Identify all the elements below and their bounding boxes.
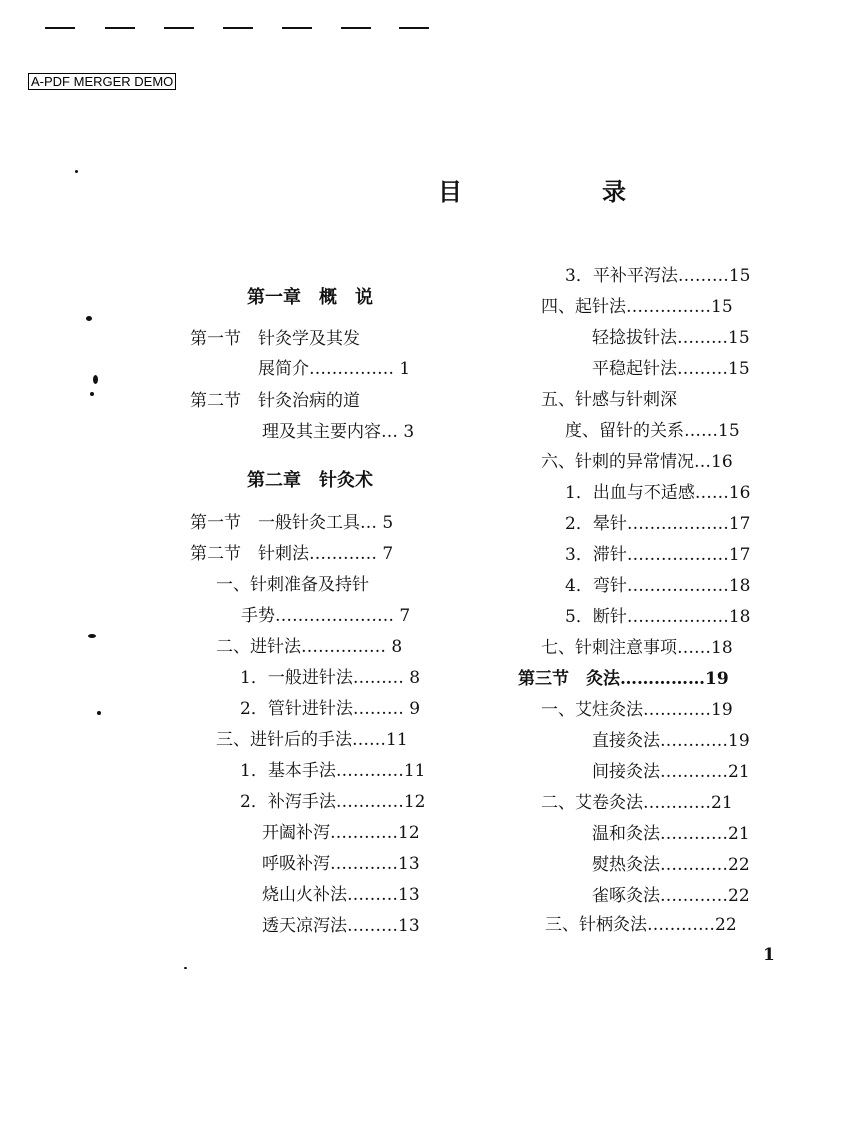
dash-mark <box>223 27 253 29</box>
toc-entry: 七、针刺注意事项……18 <box>541 638 733 658</box>
scan-speck <box>75 170 78 173</box>
toc-entry: 雀啄灸法…………22 <box>592 886 750 906</box>
dash-mark <box>164 27 194 29</box>
toc-entry: 手势………………… 7 <box>241 606 411 626</box>
toc-section: 第一节 针灸学及其发 <box>190 329 360 349</box>
toc-entry: 温和灸法…………21 <box>592 824 750 844</box>
toc-entry: 理及其主要内容… 3 <box>262 422 415 442</box>
dash-mark <box>105 27 135 29</box>
toc-entry: 3．平补平泻法………15 <box>565 266 751 286</box>
toc-entry: 3．滞针………………17 <box>565 545 751 565</box>
page-title: 目 录 <box>438 177 684 206</box>
toc-entry: 开阖补泻…………12 <box>262 823 420 843</box>
scan-speck <box>184 967 187 969</box>
toc-entry: 三、进针后的手法……11 <box>216 730 408 750</box>
toc-section: 第二节 针刺法………… 7 <box>190 544 394 564</box>
toc-entry: 四、起针法……………15 <box>541 297 733 317</box>
toc-entry: 透天凉泻法………13 <box>262 916 420 936</box>
toc-entry: 熨热灸法…………22 <box>592 855 750 875</box>
toc-entry: 1．基本手法…………11 <box>240 761 426 781</box>
toc-entry: 平稳起针法………15 <box>592 359 750 379</box>
page-number: 1 <box>763 945 775 965</box>
dash-mark <box>399 27 429 29</box>
toc-entry: 2．晕针………………17 <box>565 514 751 534</box>
scan-speck <box>86 316 92 321</box>
toc-entry: 二、进针法…………… 8 <box>216 637 403 657</box>
toc-chapter: 第二章 针灸术 <box>247 470 373 491</box>
toc-entry: 间接灸法…………21 <box>592 762 750 782</box>
toc-entry: 一、针刺准备及持针 <box>216 575 369 595</box>
toc-entry: 度、留针的关系……15 <box>565 421 740 441</box>
toc-section: 第三节 灸法……………19 <box>518 669 729 689</box>
toc-entry: 1．一般进针法……… 8 <box>240 668 421 688</box>
dash-mark <box>45 27 75 29</box>
scan-speck <box>97 711 101 715</box>
scan-speck <box>90 392 94 396</box>
scan-speck <box>93 375 98 384</box>
toc-entry: 一、艾炷灸法…………19 <box>541 700 733 720</box>
dash-mark <box>341 27 371 29</box>
toc-section: 第一节 一般针灸工具… 5 <box>190 513 394 533</box>
toc-entry: 2．管针进针法……… 9 <box>240 699 421 719</box>
toc-entry: 2．补泻手法…………12 <box>240 792 426 812</box>
toc-entry: 4．弯针………………18 <box>565 576 751 596</box>
toc-entry: 展简介…………… 1 <box>258 359 411 379</box>
toc-entry: 五、针感与针刺深 <box>541 390 677 410</box>
toc-entry: 呼吸补泻…………13 <box>262 854 420 874</box>
toc-chapter: 第一章 概 说 <box>247 287 373 308</box>
toc-section: 第二节 针灸治病的道 <box>190 391 360 411</box>
dash-mark <box>282 27 312 29</box>
toc-entry: 六、针刺的异常情况…16 <box>541 452 733 472</box>
toc-entry: 二、艾卷灸法…………21 <box>541 793 733 813</box>
watermark: A-PDF MERGER DEMO <box>28 73 176 90</box>
toc-entry: 三、针柄灸法…………22 <box>545 915 737 935</box>
scan-speck <box>88 634 96 638</box>
toc-entry: 1．出血与不适感……16 <box>565 483 751 503</box>
toc-entry: 烧山火补法………13 <box>262 885 420 905</box>
toc-entry: 直接灸法…………19 <box>592 731 750 751</box>
toc-entry: 5．断针………………18 <box>565 607 751 627</box>
toc-entry: 轻捻拔针法………15 <box>592 328 750 348</box>
